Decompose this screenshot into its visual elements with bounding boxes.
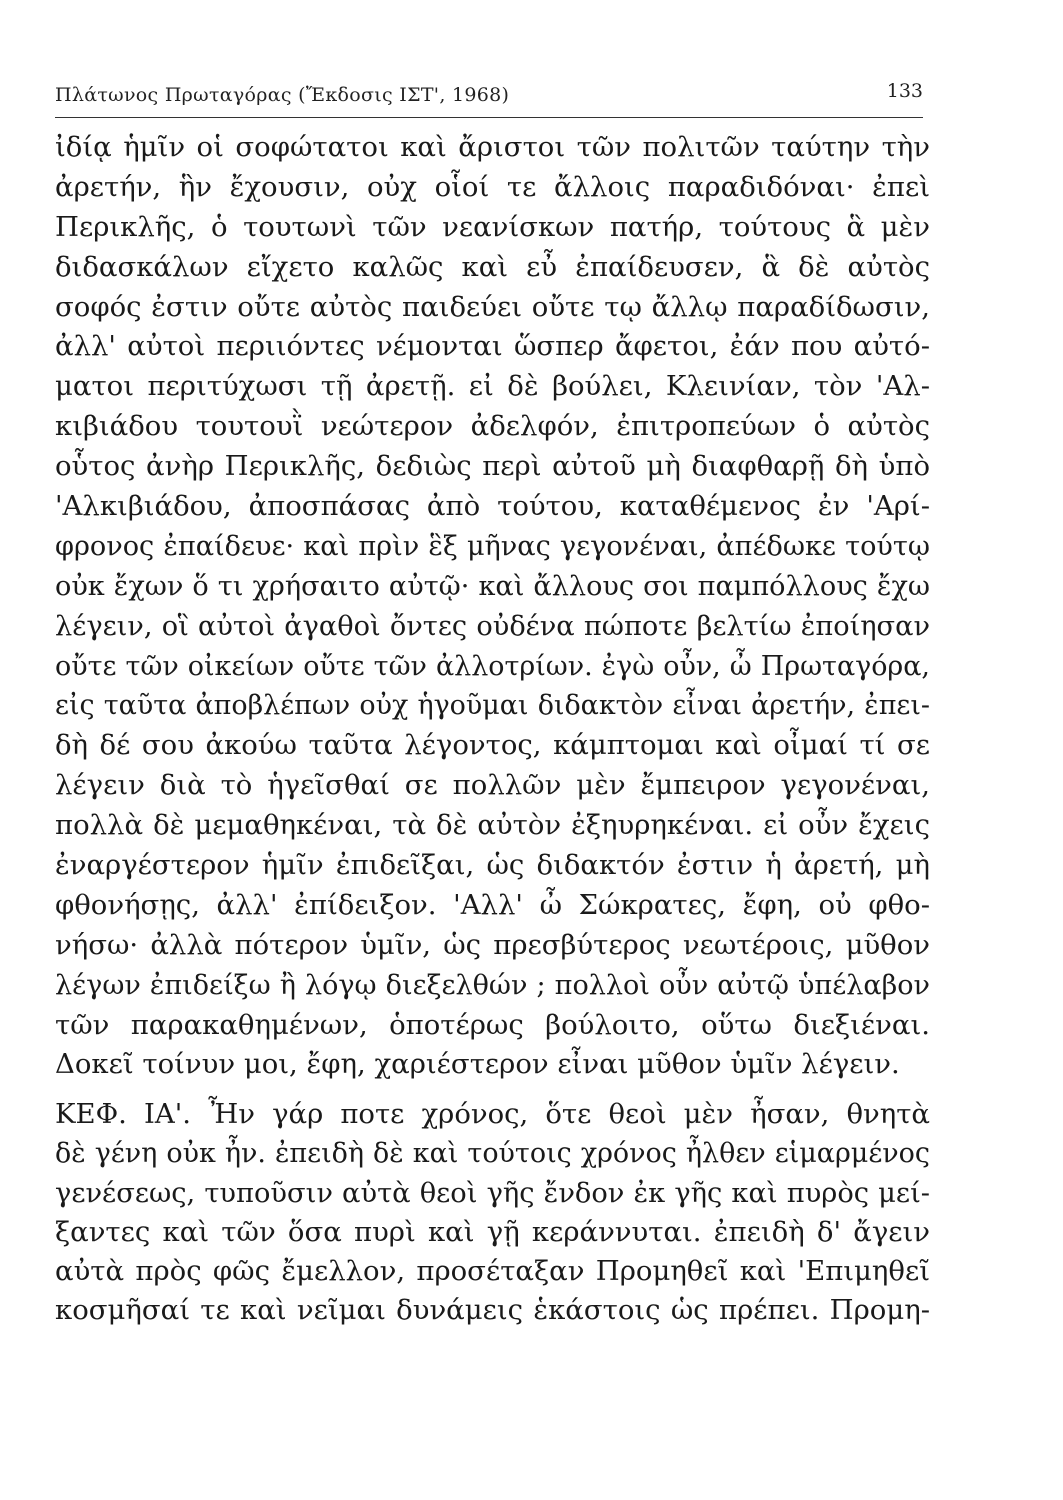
text-line: διδασκάλων εἴχετο καλῶς καὶ εὖ ἐπαίδευσεν, ἃ δὲ αὐτὸς xyxy=(55,250,930,283)
running-header xyxy=(55,80,923,112)
text-line: οὐκ ἔχων ὅ τι χρήσαιτο αὐτῷ· καὶ ἄλλους σοι παμπόλλους ἔχω xyxy=(55,570,930,602)
text-line: ἰδίᾳ ἡμῖν οἱ σοφώτατοι καὶ ἄριστοι τῶν πολιτῶν ταύτην τὴν xyxy=(55,131,930,163)
text-line: γενέσεως, τυποῦσιν αὐτὰ θεοὶ γῆς ἔνδον ἐκ γῆς καὶ πυρὸς μεί- xyxy=(55,1177,930,1209)
header-title: Πλάτωνος Πρωταγόρας (Ἔκδοσις ΙΣΤ', 1968) xyxy=(55,84,510,106)
text-line: νήσω· ἀλλὰ πότερον ὑμῖν, ὡς πρεσβύτερος νεωτέροις, μῦθον xyxy=(55,928,930,961)
text-line: Περικλῆς, ὁ τουτωνὶ τῶν νεανίσκων πατήρ, τούτους ἃ μὲν xyxy=(55,210,930,243)
text-line: ἐναργέστερον ἡμῖν ἐπιδεῖξαι, ὡς διδακτόν ἐστιν ἡ ἀρετή, μὴ xyxy=(55,849,930,882)
text-line: δὲ γένη οὐκ ἦν. ἐπειδὴ δὲ καὶ τούτοις χρόνος ἦλθεν εἱμαρμένος xyxy=(55,1138,930,1170)
text-line: οὗτος ἀνὴρ Περικλῆς, δεδιὼς περὶ αὐτοῦ μὴ διαφθαρῇ δὴ ὑπὸ xyxy=(55,450,930,483)
text-line: εἰς ταῦτα ἀποβλέπων οὐχ ἡγοῦμαι διδακτὸν εἶναι ἀρετήν, ἐπει- xyxy=(55,690,930,722)
main-paragraph xyxy=(55,128,930,1085)
text-line: αὐτὰ πρὸς φῶς ἔμελλον, προσέταξαν Προμηθεῖ καὶ 'Επιμηθεῖ xyxy=(55,1255,930,1288)
chapter-paragraph xyxy=(55,1095,930,1331)
text-line: οὔτε τῶν οἰκείων οὔτε τῶν ἀλλοτρίων. ἐγὼ οὖν, ὦ Πρωταγόρα, xyxy=(55,650,930,682)
text-line: φθονήσῃς, ἀλλ' ἐπίδειξον. 'Αλλ' ὦ Σώκρατες, ἔφη, οὐ φθο- xyxy=(55,888,930,921)
text-line: λέγειν διὰ τὸ ἡγεῖσθαί σε πολλῶν μὲν ἔμπειρον γεγονέναι, xyxy=(55,769,930,802)
text-line: τῶν παρακαθημένων, ὁποτέρως βούλοιτο, οὕτω διεξιέναι. xyxy=(55,1008,930,1041)
text-line: σοφός ἐστιν οὔτε αὐτὸς παιδεύει οὔτε τῳ ἄλλῳ παραδίδωσιν, xyxy=(55,290,930,323)
text-line: πολλὰ δὲ μεμαθηκέναι, τὰ δὲ αὐτὸν ἐξηυρηκέναι. εἰ οὖν ἔχεις xyxy=(55,809,930,842)
header-rule xyxy=(55,117,923,118)
text-line: λέγων ἐπιδείξω ἢ λόγῳ διεξελθών ; πολλοὶ οὖν αὐτῷ ὑπέλαβον xyxy=(55,969,930,1001)
text-line: φρονος ἐπαίδευε· καὶ πρὶν ἓξ μῆνας γεγονέναι, ἀπέδωκε τούτῳ xyxy=(55,530,930,562)
text-line: ἀλλ' αὐτοὶ περιιόντες νέμονται ὥσπερ ἄφετοι, ἐάν που αὐτό- xyxy=(55,330,930,363)
text-line: Δοκεῖ τοίνυν μοι, ἔφη, χαριέστερον εἶναι μῦθον ὑμῖν λέγειν. xyxy=(55,1048,900,1081)
chapter-heading-line: ΚΕΦ. ΙΑ'. Ἦν γάρ ποτε χρόνος, ὅτε θεοὶ μὲν ἦσαν, θνητὰ xyxy=(55,1098,930,1130)
text-line: ἀρετήν, ἣν ἔχουσιν, οὐχ οἷοί τε ἄλλοις παραδιδόναι· ἐπεὶ xyxy=(55,170,930,203)
text-line: λέγειν, οἳ αὐτοὶ ἀγαθοὶ ὄντες οὐδένα πώποτε βελτίω ἐποίησαν xyxy=(55,610,930,642)
text-line: κιβιάδου τουτουῒ νεώτερον ἀδελφόν, ἐπιτροπεύων ὁ αὐτὸς xyxy=(55,410,930,443)
text-line: κοσμῆσαί τε καὶ νεῖμαι δυνάμεις ἑκάστοις ὡς πρέπει. Προμη- xyxy=(55,1294,930,1327)
page-number: 133 xyxy=(886,80,923,102)
text-line: ξαντες καὶ τῶν ὅσα πυρὶ καὶ γῇ κεράννυται. ἐπειδὴ δ' ἄγειν xyxy=(55,1215,930,1248)
text-line: ματοι περιτύχωσι τῇ ἀρετῇ. εἰ δὲ βούλει, Κλεινίαν, τὸν 'Αλ- xyxy=(55,370,930,403)
text-line: δὴ δέ σου ἀκούω ταῦτα λέγοντος, κάμπτομαι καὶ οἶμαί τί σε xyxy=(55,729,930,762)
text-line: 'Αλκιβιάδου, ἀποσπάσας ἀπὸ τούτου, καταθέμενος ἐν 'Αρί- xyxy=(55,490,930,523)
